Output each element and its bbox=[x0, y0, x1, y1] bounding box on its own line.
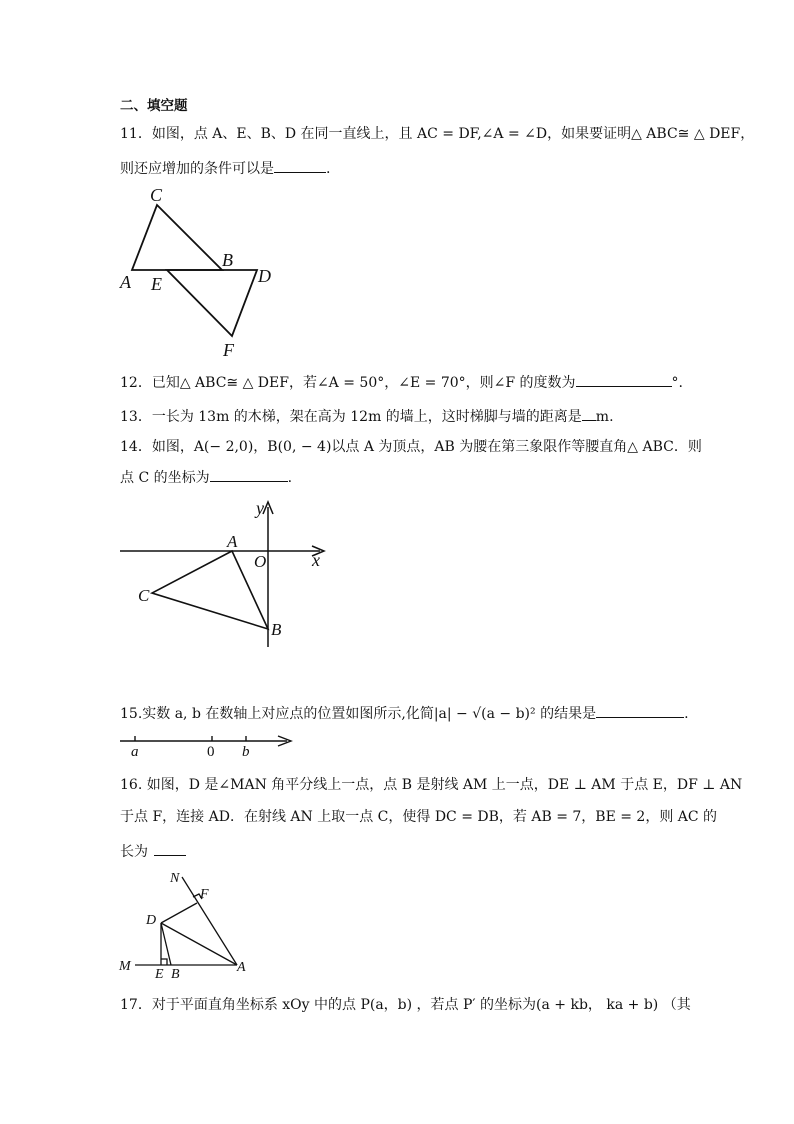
q16-segment-ad bbox=[161, 923, 237, 965]
q14-label-o: O bbox=[254, 552, 267, 571]
q14-label-c: C bbox=[138, 586, 150, 605]
q11-label-d: D bbox=[258, 266, 271, 286]
q16-label-b: B bbox=[171, 967, 180, 982]
q16-label-m: M bbox=[119, 959, 131, 974]
q11-label-a: A bbox=[120, 272, 131, 292]
q13-end: m. bbox=[595, 409, 614, 425]
q16-line3 bbox=[120, 841, 186, 861]
q16-ray-an bbox=[182, 877, 237, 965]
q14-line2 bbox=[120, 467, 292, 487]
q11-label-e: E bbox=[151, 274, 162, 294]
q13-line bbox=[120, 406, 614, 426]
q16-label-f: F bbox=[200, 887, 209, 902]
q16-line2: 于点 F，连接 AD．在射线 AN 上取一点 C，使得 DC = DB，若 AB = 7，BE = 2，则 AC 的 bbox=[120, 809, 718, 825]
q11-line2 bbox=[120, 158, 330, 178]
q15-label-b: b bbox=[242, 744, 250, 760]
q11-answer-blank bbox=[274, 158, 326, 173]
q11-line1: 11．如图，点 A、E、B、D 在同一直线上，且 AC = DF,∠A = ∠D，如果要证明△ ABC≅ △ DEF， bbox=[120, 126, 755, 142]
q16-figure bbox=[115, 865, 260, 980]
q12-end: °. bbox=[671, 375, 683, 391]
q15-end: . bbox=[684, 706, 689, 722]
q16-line1: 16. 如图，D 是∠MAN 角平分线上一点，点 B 是射线 AM 上一点，DE ⊥ AM 于点 E，DF ⊥ AN bbox=[120, 777, 743, 793]
q16-right-angle-e bbox=[161, 959, 167, 965]
q14-label-b: B bbox=[271, 620, 282, 639]
q11-line2-end: . bbox=[326, 161, 331, 177]
q14-line1: 14．如图，A(− 2,0)，B(0, − 4)以点 A 为顶点，AB 为腰在第三象限作等腰直角△ ABC．则 bbox=[120, 439, 702, 455]
q13-text: 13．一长为 13m 的木梯，架在高为 12m 的墙上，这时梯脚与墙的距离是 bbox=[120, 409, 582, 425]
q11-triangle-def bbox=[167, 270, 257, 336]
q14-label-a: A bbox=[227, 532, 238, 551]
q11-label-f: F bbox=[223, 340, 234, 360]
q16-segment-df bbox=[161, 903, 197, 923]
q11-figure bbox=[115, 182, 285, 362]
q17-line: 17．对于平面直角坐标系 xOy 中的点 P(a，b) ，若点 P′ 的坐标为(a + kb， ka + b) （其 bbox=[120, 997, 691, 1013]
q16-label-a: A bbox=[237, 960, 246, 975]
q14-line2-text: 点 C 的坐标为 bbox=[120, 470, 210, 486]
q16-label-d: D bbox=[146, 913, 157, 928]
q15-label-zero: 0 bbox=[207, 744, 215, 760]
q15-text: 15.实数 a, b 在数轴上对应点的位置如图所示,化简|a| − √(a − b)² 的结果是 bbox=[120, 706, 597, 722]
q15-answer-blank bbox=[596, 703, 684, 718]
q15-number-line bbox=[115, 730, 305, 760]
q12-answer-blank bbox=[576, 372, 672, 387]
q12-text: 12．已知△ ABC≅ △ DEF，若∠A = 50°，∠E = 70°，则∠F 的度数为 bbox=[120, 375, 576, 391]
q16-label-n: N bbox=[170, 871, 180, 886]
q16-line3-text: 长为 bbox=[120, 844, 148, 860]
section-heading: 二、填空题 bbox=[120, 98, 188, 114]
q11-line2-text: 则还应增加的条件可以是 bbox=[120, 161, 274, 177]
q14-line2-end: . bbox=[287, 470, 293, 486]
q16-label-e: E bbox=[155, 967, 164, 982]
q16-answer-blank bbox=[154, 841, 186, 856]
q13-answer-blank bbox=[582, 406, 596, 421]
q14-label-x: x bbox=[312, 550, 320, 570]
q12-line bbox=[120, 372, 683, 392]
q11-label-b: B bbox=[222, 250, 233, 270]
q15-label-a: a bbox=[131, 744, 139, 760]
q11-triangle-abc bbox=[132, 205, 222, 270]
q14-triangle-abc bbox=[152, 551, 268, 629]
q14-figure bbox=[115, 495, 335, 655]
q15-line bbox=[120, 703, 689, 723]
q11-label-c: C bbox=[150, 185, 163, 205]
q14-label-y: y bbox=[256, 498, 264, 518]
q14-answer-blank bbox=[210, 467, 288, 482]
